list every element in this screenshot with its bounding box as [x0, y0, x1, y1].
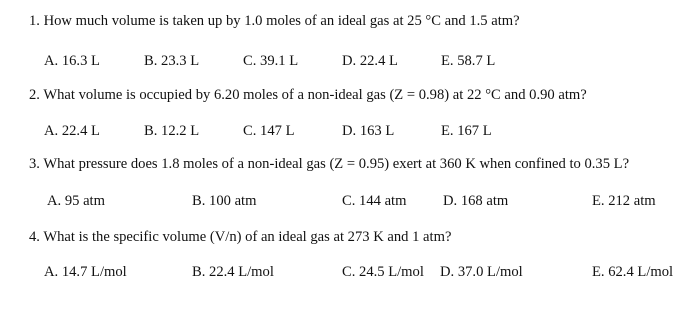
q2-option-b: B. 12.2 L	[144, 123, 200, 139]
q2-option-e: E. 167 L	[441, 123, 492, 139]
q3-option-d: D. 168 atm	[443, 193, 509, 209]
q4-option-e: E. 62.4 L/mol	[592, 264, 674, 280]
q3-option-e: E. 212 atm	[592, 193, 656, 209]
question-1: 1. How much volume is taken up by 1.0 moles of an ideal gas at 25 °C and 1.5 atm?	[29, 13, 520, 29]
q2-option-a: A. 22.4 L	[44, 123, 100, 139]
q1-option-b: B. 23.3 L	[144, 53, 200, 69]
q1-option-e: E. 58.7 L	[441, 53, 496, 69]
q4-option-a: A. 14.7 L/mol	[44, 264, 127, 280]
question-3: 3. What pressure does 1.8 moles of a non-ideal gas (Z = 0.95) exert at 360 K when confined to 0.35 L?	[29, 156, 630, 172]
q4-option-d: D. 37.0 L/mol	[440, 264, 523, 280]
q3-option-b: B. 100 atm	[192, 193, 257, 209]
q3-option-c: C. 144 atm	[342, 193, 407, 209]
question-2: 2. What volume is occupied by 6.20 moles of a non-ideal gas (Z = 0.98) at 22 °C and 0.90 atm?	[29, 87, 587, 103]
q4-option-b: B. 22.4 L/mol	[192, 264, 274, 280]
q3-option-a: A. 95 atm	[47, 193, 105, 209]
q1-option-a: A. 16.3 L	[44, 53, 100, 69]
question-4: 4. What is the specific volume (V/n) of an ideal gas at 273 K and 1 atm?	[29, 229, 452, 245]
q1-option-c: C. 39.1 L	[243, 53, 299, 69]
q4-option-c: C. 24.5 L/mol	[342, 264, 424, 280]
q1-option-d: D. 22.4 L	[342, 53, 398, 69]
q2-option-d: D. 163 L	[342, 123, 395, 139]
q2-option-c: C. 147 L	[243, 123, 295, 139]
